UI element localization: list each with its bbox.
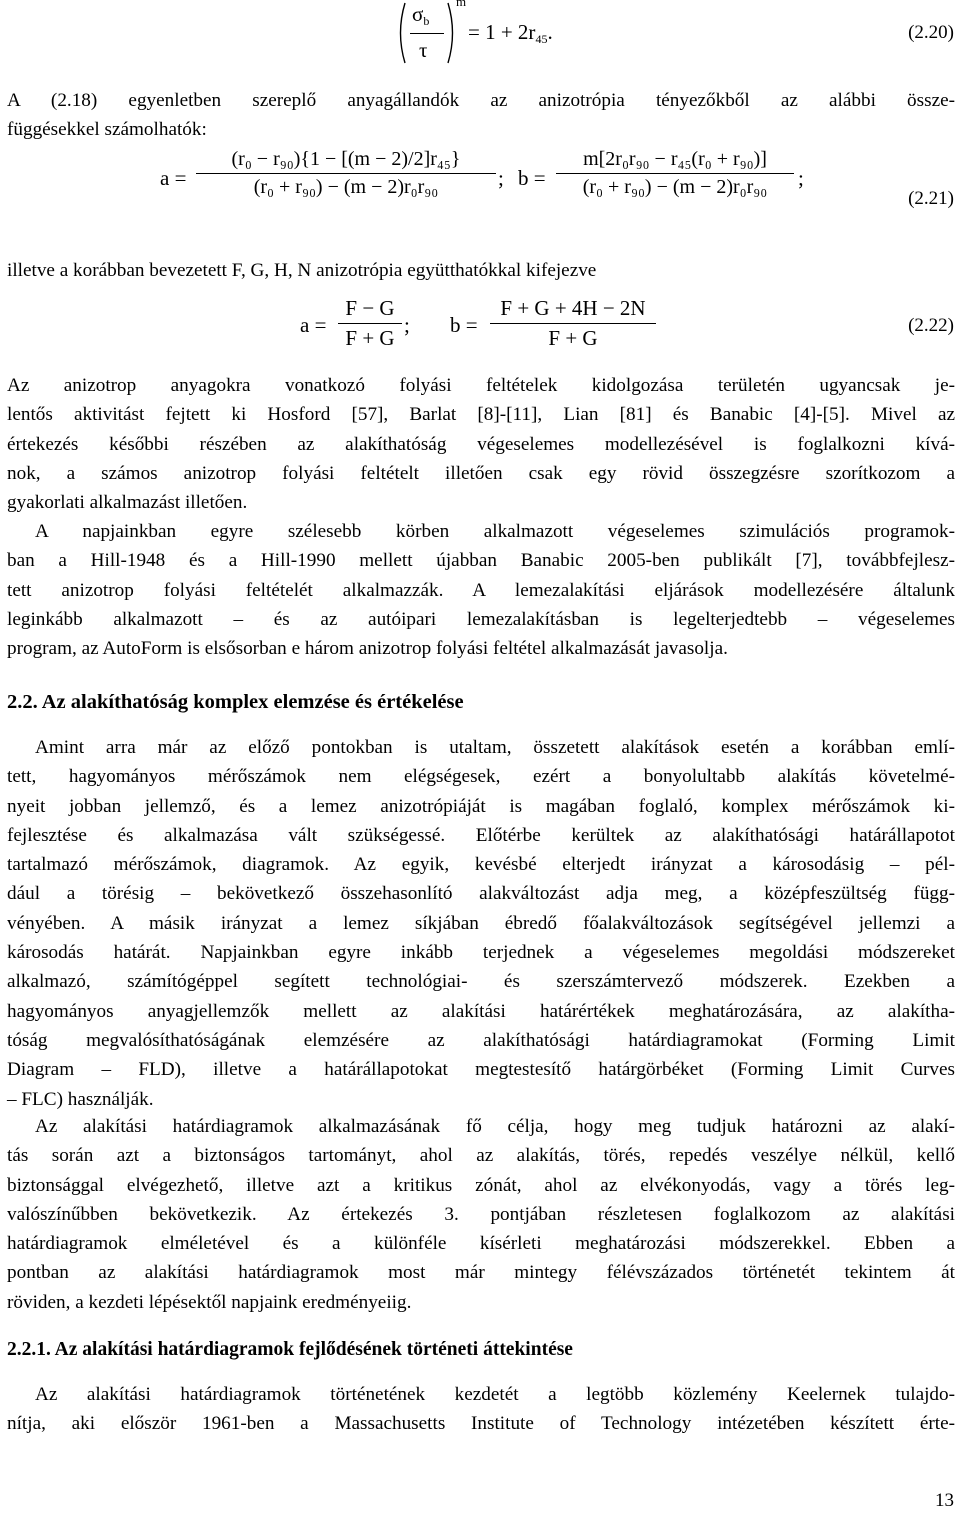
- equation-number: (2.20): [908, 22, 954, 43]
- text-line: tóság megvalósíthatóságának elemzésére az alakíthatósági határdiagramokat (Forming Limit: [7, 1029, 955, 1051]
- eq-2-21-a-denominator: (r₀ + r₉₀) − (m − 2)r₀r₉₀: [253, 176, 439, 198]
- text-line: tás során azt a biztonságos tartományt, ahol az alakítás, törés, repedés veszélye nélkül, kellő: [7, 1145, 955, 1167]
- eq-2-20-numerator: $\sigma_b$: [412, 2, 430, 28]
- text-line: Az alakítási határdiagramok történetének kezdetét a legtöbb közlemény Keelernek tulajdo-: [35, 1384, 955, 1405]
- paren-right-icon: [446, 2, 458, 64]
- text-line: károsodás határát. Napjainkban egyre inkább terjednek a végeselemes megoldási módszereket: [7, 942, 955, 964]
- section-heading-2-2-1: 2.2.1. Az alakítási határdiagramok fejlődésének történeti áttekintése: [7, 1339, 573, 1360]
- equation-number: (2.22): [908, 315, 954, 336]
- eq-2-22-b-label: b =: [450, 313, 478, 337]
- text-line: röviden, a kezdeti lépésektől napjaink eredményeiig.: [7, 1291, 412, 1313]
- intro-paragraph: [7, 86, 955, 145]
- fraction-bar: [196, 173, 496, 174]
- text-line: nok, a számos anizotrop folyási feltételt illetően csak egy rövid összegzésre szorítkozom a: [7, 462, 955, 484]
- text-line: tett, hagyományos mérőszámok nem elégségesek, ezért a bonyolultabb alakítás követelmé-: [7, 766, 955, 788]
- text-line: – FLC) használják.: [7, 1088, 154, 1110]
- eq-2-22-a-denominator: F + G: [345, 326, 395, 350]
- eq-2-21-separator: ;: [498, 166, 504, 190]
- text-line: határdiagramok elméletével és a különféle kísérleti meghatározási módszerekkel. Ebben a: [7, 1233, 955, 1255]
- text-line: lentős aktivitást fejtett ki Hosford [57], Barlat [8]-[11], Lian [81] és Banabic [4]-[5]. Mivel az: [7, 404, 955, 426]
- paren-left-icon: [395, 2, 407, 64]
- text-line: Amint arra már az előző pontokban is utaltam, összetett alakítások esetén a korábban emlí-: [35, 737, 955, 758]
- eq-2-22-b-denominator: F + G: [548, 326, 598, 350]
- eq-2-21-b-numerator: m[2r₀r₉₀ − r₄₅(r₀ + r₉₀)]: [583, 148, 767, 170]
- eq-2-21-a-fraction: [196, 148, 496, 199]
- eq-2-21-b-denominator: (r₀ + r₉₀) − (m − 2)r₀r₉₀: [582, 176, 768, 198]
- fraction-bar: [556, 173, 794, 174]
- equation-2-20: [0, 0, 960, 75]
- fraction-bar: [410, 33, 444, 34]
- eq-2-21-a-label: a =: [160, 166, 187, 190]
- eq-2-22-b-numerator: F + G + 4H − 2N: [500, 296, 646, 320]
- eq-2-21-b-fraction: [556, 148, 794, 199]
- text-line: illetve a korábban bevezetett F, G, H, N anizotrópia együtthatókkal kifejezve: [7, 260, 597, 281]
- eq-2-21-b-label: b =: [518, 166, 546, 190]
- text-line: valószínűbben bekövetkezik. Az értekezés 3. pontjában részletesen foglalkozom az alakítási: [7, 1203, 955, 1225]
- text-line: értekezés későbbi részében az alakíthatóság végeselemes modellezésével is foglalkozni kívá-: [7, 433, 955, 455]
- eq-2-20-exponent: m: [456, 0, 467, 9]
- text-line: pontban az alakítási határdiagramok most már mintegy félévszázados történetét tekintem át: [7, 1262, 955, 1284]
- text-line: Az anizotrop anyagokra vonatkozó folyási feltételek kidolgozása területén ugyancsak je-: [7, 375, 955, 396]
- text-line: nítja, aki először 1961-ben a Massachusetts Institute of Technology intézetében készített érte-: [7, 1413, 955, 1435]
- eq-2-22-a-label: a =: [300, 313, 327, 337]
- text-line: biztonsággal elvégezhető, illetve azt a kritikus zónát, ahol az elvékonyodás, vagy a törés leg-: [7, 1174, 955, 1196]
- text-line: dául a törésig – bekövetkező összehasonlító alakváltozást adja meg, a középfeszültség függ-: [7, 883, 955, 905]
- fraction-bar: [490, 323, 656, 324]
- text-line: függésekkel számolhatók:: [7, 119, 207, 141]
- paragraph-fem-programs: [7, 517, 955, 663]
- text-line: tartalmazó mérőszámok, diagramok. Az egyik, kevésbé elterjedt irányzat a károsodásig – pél-: [7, 854, 955, 876]
- transition-paragraph: [7, 256, 955, 285]
- equation-2-21: [0, 148, 960, 243]
- text-line: A napjainkban egyre szélesebb körben alkalmazott végeselemes szimulációs programok-: [35, 521, 955, 542]
- eq-2-22-a-numerator: F − G: [345, 296, 395, 320]
- text-line: tett anizotrop folyási feltételét alkalmazzák. A lemezalakítási eljárások modellezésére általunk: [7, 579, 955, 601]
- text-line: program, az AutoForm is elsősorban e három anizotrop folyási feltétel alkalmazását javasolja.: [7, 638, 728, 660]
- text-line: vényében. A másik irányzat a lemez síkjában ébredő főalakváltozások segítségével jellemzi a: [7, 912, 955, 934]
- eq-2-20-rhs: = $1 + 2r_{45}$.: [468, 20, 553, 46]
- page-number: 13: [935, 1490, 954, 1511]
- equation-number: (2.21): [908, 188, 954, 209]
- eq-2-21-separator: ;: [798, 166, 804, 190]
- text-line: gyakorlati alkalmazást illetően.: [7, 492, 248, 514]
- text-line: Diagram – FLD), illetve a határállapotokat megtestesítő határgörbéket (Forming Limit Curves: [7, 1059, 955, 1081]
- eq-2-20-denominator: τ: [419, 38, 428, 62]
- paragraph-complex-analysis: [7, 733, 955, 1114]
- equation-2-22: [0, 296, 960, 366]
- section-heading-2-2: 2.2. Az alakíthatóság komplex elemzése és értékelése: [7, 691, 464, 713]
- eq-2-22-a-fraction: [338, 296, 402, 351]
- paragraph-anisotropic-criteria: [7, 371, 955, 517]
- eq-2-22-b-fraction: [490, 296, 656, 351]
- paragraph-fld-history: [7, 1380, 955, 1439]
- text-line: alkalmazó, számítógéppel segített technológiai- és szerszámtervező módszerek. Ezekben a: [7, 971, 955, 993]
- text-line: hagyományos anyagjellemzők mellett az alakítási határértékek meghatározására, az alakítha-: [7, 1000, 955, 1022]
- text-line: A (2.18) egyenletben szereplő anyagállandók az anizotrópia tényezőkből az alábbi össze-: [7, 90, 955, 111]
- text-line: ban a Hill-1948 és a Hill-1990 mellett újabban Banabic 2005-ben publikált [7], továbbfejlesz-: [7, 550, 955, 572]
- text-line: Az alakítási határdiagramok alkalmazásának fő célja, hogy meg tudjuk határozni az alakí-: [35, 1116, 955, 1137]
- paragraph-fld-purpose: [7, 1112, 955, 1317]
- eq-2-21-a-numerator: (r₀ − r₉₀){1 − [(m − 2)/2]r₄₅}: [231, 148, 461, 170]
- fraction-bar: [338, 323, 402, 324]
- text-line: nyeit jobban jellemző, és a lemez anizotrópiáját is magában foglaló, komplex mérőszámok ki-: [7, 795, 955, 817]
- text-line: fejlesztése és alkalmazása vált szükségessé. Előtérbe kerültek az alakíthatósági határállapotot: [7, 824, 955, 846]
- text-line: leginkább alkalmazott – és az autóipari lemezalakításban is legelterjedtebb – végeselemes: [7, 608, 955, 630]
- eq-2-22-separator: ;: [404, 313, 410, 337]
